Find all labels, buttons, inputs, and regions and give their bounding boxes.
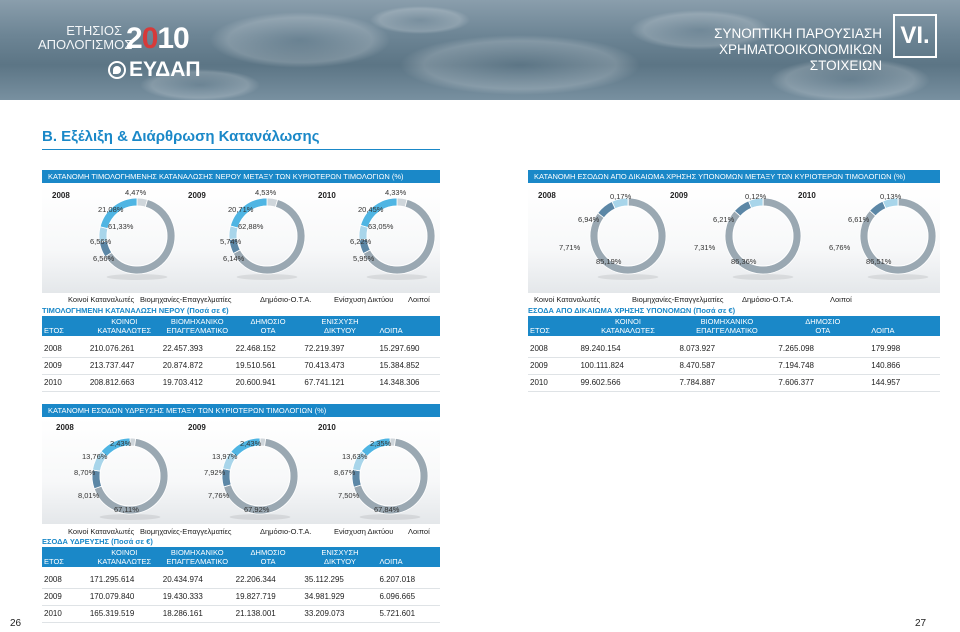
table-cell: 8.073.927 — [677, 340, 776, 357]
column-header: ΕΤΟΣ — [42, 316, 88, 336]
logo-line1: ΕΤΗΣΙΟΣ — [66, 23, 122, 38]
year-label: 2010 — [318, 423, 336, 432]
data-label: 8,70% — [74, 468, 96, 477]
ring-shadow — [100, 514, 161, 520]
column-header: ΚΟΙΝΟΙ ΚΑΤΑΝΑΛΩΤΕΣ — [88, 547, 161, 567]
data-label: 7,92% — [204, 468, 226, 477]
table-cell: 72.219.397 — [302, 340, 377, 357]
year-label: 2008 — [52, 191, 70, 200]
table-cell: 7.606.377 — [776, 374, 869, 391]
data-label: 5,95% — [353, 254, 375, 263]
section-badge: VI. — [893, 14, 937, 58]
chart-title: ΚΑΤΑΝΟΜΗ ΕΣΟΔΩΝ ΥΔΡΕΥΣΗΣ ΜΕΤΑΞΥ ΤΩΝ ΚΥΡΙΟΤΕΡΩΝ ΤΙΜΟΛΟΓΙΩΝ (%) — [42, 404, 440, 417]
ring-shadow — [868, 274, 929, 280]
table-header-row — [42, 316, 440, 336]
table-cell: 19.827.719 — [234, 588, 303, 605]
table-cell: 2008 — [42, 340, 88, 357]
consumption-chart-panel — [42, 170, 440, 306]
data-label: 2,43% — [110, 439, 132, 448]
donut-charts-svg — [42, 185, 440, 293]
legend-item: Λοιποί — [408, 527, 430, 536]
donut-chart-group — [42, 185, 440, 293]
page-number-left: 26 — [10, 618, 22, 629]
table-cell: 2009 — [42, 588, 88, 605]
donut-chart-group — [528, 185, 940, 293]
column-header: ΔΗΜΟΣΙΟ ΟΤΑ — [234, 316, 303, 336]
consumption-amounts-table — [42, 316, 440, 392]
table-cell: 213.737.447 — [88, 357, 161, 374]
donut-2008 — [52, 188, 175, 280]
heading-divider — [42, 149, 440, 150]
donut-2009 — [188, 188, 305, 280]
column-header: ΔΗΜΟΣΙΟ ΟΤΑ — [234, 547, 303, 567]
data-label: 85,19% — [596, 257, 622, 266]
table-cell: 20.434.974 — [161, 571, 234, 588]
table-header-row — [528, 316, 940, 336]
legend-item: Κοινοί Καταναλωτές — [534, 295, 601, 304]
chart-legend — [528, 295, 940, 305]
table-cell: 179.998 — [869, 340, 940, 357]
water-revenue-chart-panel — [42, 404, 440, 536]
table-title: ΕΣΟΔΑ ΥΔΡΕΥΣΗΣ (Ποσά σε €) — [42, 537, 153, 546]
table-cell: 2009 — [42, 357, 88, 374]
table-cell: 8.470.587 — [677, 357, 776, 374]
data-label: 62,88% — [238, 222, 264, 231]
table-cell: 170.079.840 — [88, 588, 161, 605]
column-header: ΛΟΙΠΑ — [869, 316, 940, 336]
data-label: 61,33% — [108, 222, 134, 231]
column-header: ΒΙΟΜΗΧΑΝΙΚΟ ΕΠΑΓΓΕΛΜΑΤΙΚΟ — [161, 316, 234, 336]
table-cell: 208.812.663 — [88, 374, 161, 391]
table-cell: 15.384.852 — [377, 357, 440, 374]
table-cell: 100.111.824 — [578, 357, 677, 374]
year-label: 2008 — [538, 191, 556, 200]
donut-2008 — [56, 423, 168, 520]
data-label: 67,84% — [374, 505, 400, 514]
table-cell: 22.468.152 — [234, 340, 303, 357]
column-header: ΕΤΟΣ — [42, 547, 88, 567]
data-label: 7,31% — [694, 243, 716, 252]
data-label: 6,76% — [829, 243, 851, 252]
table-cell: 22.457.393 — [161, 340, 234, 357]
data-label: 6,14% — [223, 254, 245, 263]
table-cell: 21.138.001 — [234, 605, 303, 622]
table-cell: 165.319.519 — [88, 605, 161, 622]
donut-2009 — [670, 191, 801, 280]
table-cell: 70.413.473 — [302, 357, 377, 374]
data-label: 86,36% — [731, 257, 757, 266]
column-header: ΒΙΟΜΗΧΑΝΙΚΟ ΕΠΑΓΓΕΛΜΑΤΙΚΟ — [677, 316, 776, 336]
data-label: 86,51% — [866, 257, 892, 266]
year-label: 2010 — [798, 191, 816, 200]
data-label: 6,94% — [578, 215, 600, 224]
table-cell: 5.721.601 — [377, 605, 440, 622]
page-title: Β. Εξέλιξη & Διάρθρωση Κατανάλωσης — [42, 128, 320, 145]
column-header: ΕΝΙΣΧΥΣΗ ΔΙΚΤΥΟΥ — [302, 316, 377, 336]
document-title: ΣΥΝΟΠΤΙΚΗ ΠΑΡΟΥΣΙΑΣΗ ΧΡΗΜΑΤΟΟΙΚΟΝΟΜΙΚΩΝ ΣΤΟΙΧΕΙΩΝ — [714, 26, 882, 73]
sewer-chart-panel — [528, 170, 940, 306]
year-label: 2009 — [188, 191, 206, 200]
ring-inner-edge — [367, 206, 427, 266]
ring-shadow — [598, 274, 659, 280]
legend-item: Ενίσχυση Δικτύου — [334, 295, 394, 304]
sewer-amounts-table — [528, 316, 940, 392]
legend-item: Δημόσιο-Ο.Τ.Α. — [260, 295, 312, 304]
table-cell: 22.206.344 — [234, 571, 303, 588]
table-cell: 140.866 — [869, 357, 940, 374]
logo-line2: ΑΠΟΛΟΓΙΣΜΟΣ — [38, 37, 133, 52]
chart-legend — [42, 295, 440, 305]
data-label: 6,21% — [713, 215, 735, 224]
table-cell: 7.194.748 — [776, 357, 869, 374]
legend-item: Κοινοί Καταναλωτές — [68, 295, 135, 304]
table-cell: 144.957 — [869, 374, 940, 391]
data-label: 63,05% — [368, 222, 394, 231]
donut-2010 — [798, 191, 936, 280]
table-cell: 34.981.929 — [302, 588, 377, 605]
donut-2009 — [188, 423, 298, 520]
year-label: 2008 — [56, 423, 74, 432]
data-label: 13,97% — [212, 452, 238, 461]
ring-inner-edge — [107, 206, 167, 266]
ring-shadow — [230, 514, 291, 520]
table-cell: 2008 — [42, 571, 88, 588]
data-label: 7,76% — [208, 491, 230, 500]
column-header: ΒΙΟΜΗΧΑΝΙΚΟ ΕΠΑΓΓΕΛΜΑΤΙΚΟ — [161, 547, 234, 567]
table-cell: 33.209.073 — [302, 605, 377, 622]
legend-item: Ενίσχυση Δικτύου — [334, 527, 394, 536]
ring-shadow — [107, 274, 168, 280]
data-label: 67,11% — [114, 505, 139, 514]
table-cell: 210.076.261 — [88, 340, 161, 357]
table-cell: 20.600.941 — [234, 374, 303, 391]
table-cell: 35.112.295 — [302, 571, 377, 588]
table-row — [42, 571, 440, 588]
legend-item: Λοιποί — [408, 295, 430, 304]
legend-item: Δημόσιο-Ο.Τ.Α. — [260, 527, 312, 536]
column-header: ΚΟΙΝΟΙ ΚΑΤΑΝΑΛΩΤΕΣ — [578, 316, 677, 336]
table-cell: 2008 — [528, 340, 578, 357]
year-label: 2009 — [188, 423, 206, 432]
table-row — [42, 357, 440, 374]
table-cell: 2010 — [528, 374, 578, 391]
donut-charts-svg — [528, 185, 940, 293]
data-label: 67,92% — [244, 505, 270, 514]
table-row — [42, 340, 440, 357]
ring-shadow — [733, 274, 794, 280]
ring-inner-edge — [230, 446, 290, 506]
annual-report-logo — [38, 22, 201, 81]
table-cell: 14.348.306 — [377, 374, 440, 391]
legend-item: Βιομηχανίες-Επαγγελματίες — [140, 527, 232, 536]
table-row — [528, 340, 940, 357]
data-label: 21,08% — [98, 205, 124, 214]
table-cell: 99.602.566 — [578, 374, 677, 391]
donut-charts-svg — [42, 418, 440, 524]
ring-inner-edge — [100, 446, 160, 506]
donut-2008 — [538, 191, 666, 280]
data-label: 6,61% — [848, 215, 870, 224]
data-label: 4,53% — [255, 188, 277, 197]
data-label: 8,67% — [334, 468, 356, 477]
data-label: 8,01% — [78, 491, 100, 500]
data-label: 2,43% — [240, 439, 262, 448]
data-label: 2,35% — [370, 439, 392, 448]
brand-logo: ΕΥΔΑΠ — [108, 58, 201, 82]
column-header: ΛΟΙΠΑ — [377, 547, 440, 567]
data-label: 4,47% — [125, 188, 147, 197]
water-revenue-table — [42, 547, 440, 623]
donut-2010 — [318, 423, 428, 520]
data-label: 0,12% — [745, 192, 767, 201]
data-label: 5,74% — [220, 237, 242, 246]
table-cell: 19.510.561 — [234, 357, 303, 374]
table-cell: 171.295.614 — [88, 571, 161, 588]
column-header: ΔΗΜΟΣΙΟ ΟΤΑ — [776, 316, 869, 336]
table-row — [42, 374, 440, 391]
data-label: 0,17% — [610, 192, 632, 201]
legend-item: Λοιποί — [830, 295, 852, 304]
drop-icon — [108, 61, 126, 79]
data-label: 7,71% — [559, 243, 581, 252]
table-cell: 2009 — [528, 357, 578, 374]
table-cell: 67.741.121 — [302, 374, 377, 391]
data-label: 13,63% — [342, 452, 368, 461]
column-header: ΕΝΙΣΧΥΣΗ ΔΙΚΤΥΟΥ — [302, 547, 377, 567]
chart-legend — [42, 527, 440, 537]
table-title: ΕΣΟΔΑ ΑΠΟ ΔΙΚΑΙΩΜΑ ΧΡΗΣΗΣ ΥΠΟΝΟΜΩΝ (Ποσά σε €) — [528, 306, 736, 315]
table-cell: 2010 — [42, 374, 88, 391]
legend-item: Δημόσιο-Ο.Τ.Α. — [742, 295, 794, 304]
table-cell: 20.874.872 — [161, 357, 234, 374]
table-header-row — [42, 547, 440, 567]
year-label: 2009 — [670, 191, 688, 200]
table-row — [528, 374, 940, 391]
ring-shadow — [237, 274, 298, 280]
chart-title: ΚΑΤΑΝΟΜΗ ΤΙΜΟΛΟΓΗΜΕΝΗΣ ΚΑΤΑΝΑΛΩΣΗΣ ΝΕΡΟΥ ΜΕΤΑΞΥ ΤΩΝ ΚΥΡΙΟΤΕΡΩΝ ΤΙΜΟΛΟΓΙΩΝ (%) — [42, 170, 440, 183]
ring-shadow — [360, 514, 421, 520]
table-row — [42, 605, 440, 622]
header-banner — [0, 0, 960, 100]
table-cell: 15.297.690 — [377, 340, 440, 357]
table-cell: 6.096.665 — [377, 588, 440, 605]
table-row — [42, 588, 440, 605]
data-label: 20,71% — [228, 205, 254, 214]
data-label: 7,50% — [338, 491, 360, 500]
table-cell: 6.207.018 — [377, 571, 440, 588]
year-label: 2010 — [318, 191, 336, 200]
chart-title: ΚΑΤΑΝΟΜΗ ΕΣΟΔΩΝ ΑΠΟ ΔΙΚΑΙΩΜΑ ΧΡΗΣΗΣ ΥΠΟΝΟΜΩΝ ΜΕΤΑΞΥ ΤΩΝ ΚΥΡΙΟΤΕΡΩΝ ΤΙΜΟΛΟΓΙΩΝ (%) — [528, 170, 940, 183]
ring-inner-edge — [237, 206, 297, 266]
legend-item: Βιομηχανίες-Επαγγελματίες — [140, 295, 232, 304]
table-cell: 2010 — [42, 605, 88, 622]
data-label: 13,76% — [82, 452, 108, 461]
table-cell: 7.265.098 — [776, 340, 869, 357]
table-cell: 19.703.412 — [161, 374, 234, 391]
data-label: 20,45% — [358, 205, 384, 214]
table-cell: 89.240.154 — [578, 340, 677, 357]
table-cell: 7.784.887 — [677, 374, 776, 391]
column-header: ΕΤΟΣ — [528, 316, 578, 336]
table-row — [528, 357, 940, 374]
legend-item: Βιομηχανίες-Επαγγελματίες — [632, 295, 724, 304]
page-number-right: 27 — [915, 618, 927, 629]
column-header: ΚΟΙΝΟΙ ΚΑΤΑΝΑΛΩΤΕΣ — [88, 316, 161, 336]
ring-inner-edge — [360, 446, 420, 506]
data-label: 4,33% — [385, 188, 407, 197]
data-label: 6,56% — [93, 254, 115, 263]
table-cell: 18.286.161 — [161, 605, 234, 622]
donut-chart-group — [42, 418, 440, 524]
donut-2010 — [318, 188, 435, 280]
logo-year: 2010 — [126, 22, 189, 55]
column-header: ΛΟΙΠΑ — [377, 316, 440, 336]
data-label: 6,56% — [90, 237, 112, 246]
table-cell: 19.430.333 — [161, 588, 234, 605]
legend-item: Κοινοί Καταναλωτές — [68, 527, 135, 536]
ring-shadow — [367, 274, 428, 280]
data-label: 6,22% — [350, 237, 372, 246]
table-title: ΤΙΜΟΛΟΓΗΜΕΝΗ ΚΑΤΑΝΑΛΩΣΗ ΝΕΡΟΥ (Ποσά σε €) — [42, 306, 229, 315]
data-label: 0,13% — [880, 192, 902, 201]
